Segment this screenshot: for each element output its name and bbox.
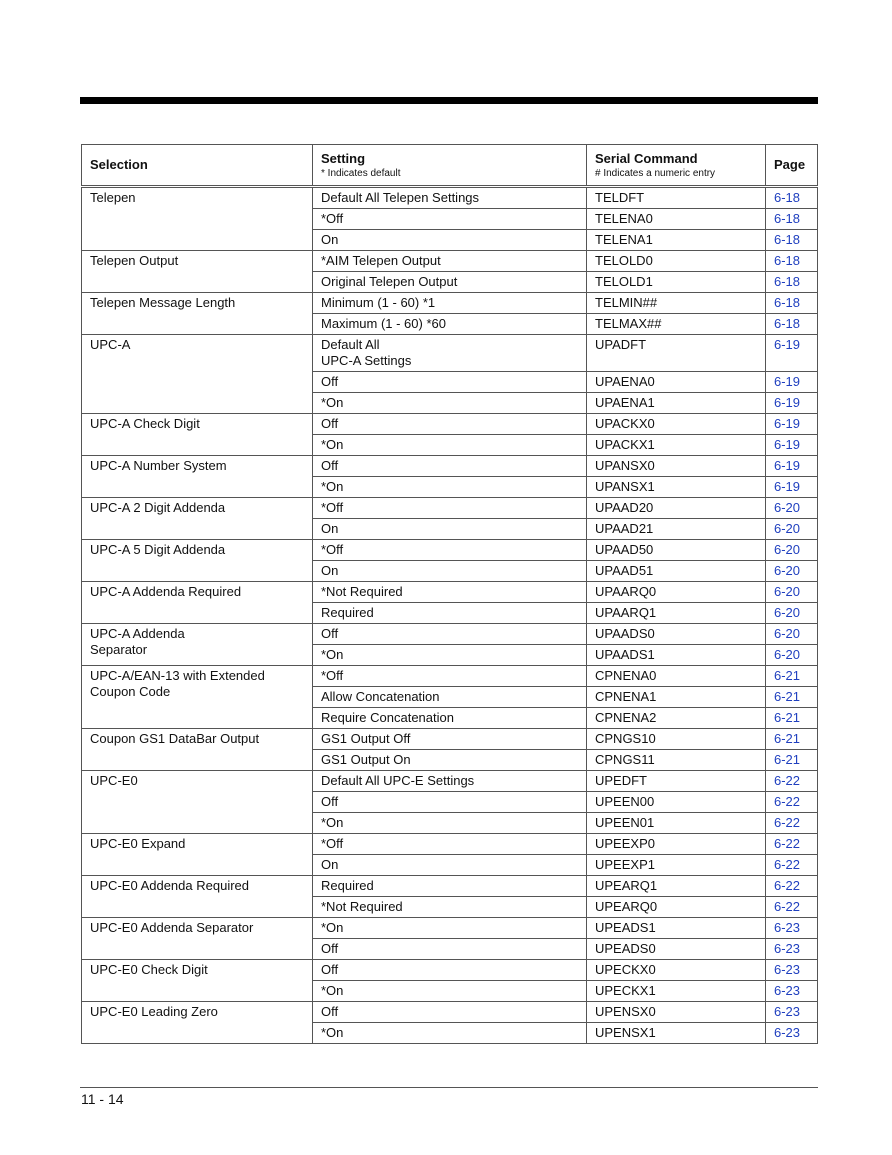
page-link[interactable]: 6-19 [766,414,818,435]
page-link[interactable]: 6-21 [766,750,818,771]
serial-command-cell: UPACKX0 [587,414,766,435]
page-link[interactable]: 6-19 [766,477,818,498]
page-link[interactable]: 6-23 [766,960,818,981]
serial-command-cell: UPEARQ0 [587,897,766,918]
serial-command-cell: CPNENA1 [587,687,766,708]
selection-cell: UPC-A/EAN-13 with Extended Coupon Code [82,666,313,729]
table-row [82,498,818,519]
serial-command-cell: CPNENA2 [587,708,766,729]
setting-cell: On [313,519,587,540]
setting-cell: *On [313,918,587,939]
page-link[interactable]: 6-18 [766,187,818,209]
selection-cell: UPC-A 5 Digit Addenda [82,540,313,582]
serial-command-table [81,144,818,1044]
setting-cell: Required [313,603,587,624]
selection-cell: UPC-A 2 Digit Addenda [82,498,313,540]
table-body [82,187,818,1044]
table-row [82,251,818,272]
table-row [82,187,818,209]
setting-cell: *AIM Telepen Output [313,251,587,272]
serial-command-cell: UPAARQ1 [587,603,766,624]
page-link[interactable]: 6-21 [766,687,818,708]
page-link[interactable]: 6-23 [766,1002,818,1023]
table-row [82,876,818,897]
page-link[interactable]: 6-21 [766,666,818,687]
setting-cell: Minimum (1 - 60) *1 [313,293,587,314]
header-serial-command [587,145,766,187]
page-link[interactable]: 6-22 [766,792,818,813]
serial-command-cell: UPANSX1 [587,477,766,498]
setting-cell: *On [313,813,587,834]
footer-rule [80,1087,818,1088]
setting-cell: Off [313,414,587,435]
serial-command-cell: CPNGS10 [587,729,766,750]
setting-cell: *Off [313,666,587,687]
setting-cell: *Not Required [313,897,587,918]
serial-command-cell: UPEARQ1 [587,876,766,897]
setting-cell: Off [313,792,587,813]
page-link[interactable]: 6-22 [766,897,818,918]
serial-command-cell: UPANSX0 [587,456,766,477]
serial-command-cell: UPEEXP0 [587,834,766,855]
serial-command-cell: TELMIN## [587,293,766,314]
page-link[interactable]: 6-20 [766,582,818,603]
table-row [82,293,818,314]
page-link[interactable]: 6-18 [766,230,818,251]
serial-command-cell: UPEADS0 [587,939,766,960]
page-link[interactable]: 6-20 [766,498,818,519]
page-link[interactable]: 6-19 [766,456,818,477]
setting-cell: *On [313,393,587,414]
setting-cell: *Not Required [313,582,587,603]
table-row [82,540,818,561]
serial-command-cell: CPNGS11 [587,750,766,771]
serial-command-cell: UPAENA1 [587,393,766,414]
selection-cell: UPC-A Addenda Separator [82,624,313,666]
serial-command-cell: UPENSX0 [587,1002,766,1023]
setting-cell: GS1 Output On [313,750,587,771]
serial-command-cell: UPAAD21 [587,519,766,540]
serial-command-cell: UPAENA0 [587,372,766,393]
serial-command-cell: TELDFT [587,187,766,209]
setting-cell: On [313,561,587,582]
setting-cell: Require Concatenation [313,708,587,729]
table-row [82,582,818,603]
setting-cell: Original Telepen Output [313,272,587,293]
page-link[interactable]: 6-19 [766,435,818,456]
page-link[interactable]: 6-20 [766,561,818,582]
setting-cell: *On [313,981,587,1002]
serial-command-cell: UPEEN01 [587,813,766,834]
selection-cell: UPC-A Number System [82,456,313,498]
setting-cell: Default All UPC-E Settings [313,771,587,792]
page-link[interactable]: 6-23 [766,939,818,960]
page-number: 11 - 14 [81,1091,124,1107]
table-row [82,624,818,645]
page-link[interactable]: 6-20 [766,624,818,645]
selection-cell: UPC-A Addenda Required [82,582,313,624]
table-row [82,335,818,372]
table-row [82,729,818,750]
table-row [82,1002,818,1023]
page-link[interactable]: 6-19 [766,372,818,393]
serial-command-cell: UPAAD51 [587,561,766,582]
table-row [82,771,818,792]
serial-command-cell: UPENSX1 [587,1023,766,1044]
setting-cell: Default All Telepen Settings [313,187,587,209]
page-link[interactable]: 6-23 [766,1023,818,1044]
page-link[interactable]: 6-18 [766,251,818,272]
table-row [82,918,818,939]
page-link[interactable]: 6-22 [766,876,818,897]
selection-cell: Coupon GS1 DataBar Output [82,729,313,771]
header-selection-label: Selection [90,157,148,172]
setting-cell: *Off [313,834,587,855]
table-row [82,456,818,477]
setting-cell: Off [313,372,587,393]
selection-cell: UPC-E0 Addenda Required [82,876,313,918]
header-setting-note: * Indicates default [321,167,401,179]
header-selection [82,145,313,187]
selection-cell: UPC-A [82,335,313,414]
page-link[interactable]: 6-23 [766,918,818,939]
serial-command-cell: TELOLD1 [587,272,766,293]
setting-cell: On [313,230,587,251]
page-link[interactable]: 6-21 [766,729,818,750]
setting-cell: *On [313,1023,587,1044]
setting-cell: *Off [313,540,587,561]
selection-cell: UPC-E0 [82,771,313,834]
table-row [82,666,818,687]
page-link[interactable]: 6-20 [766,645,818,666]
serial-command-cell: UPEADS1 [587,918,766,939]
page-link[interactable]: 6-22 [766,771,818,792]
selection-cell: Telepen [82,187,313,251]
serial-command-cell: UPEDFT [587,771,766,792]
page-link[interactable]: 6-18 [766,314,818,335]
setting-cell: *Off [313,498,587,519]
serial-command-cell: UPEEN00 [587,792,766,813]
page-link[interactable]: 6-18 [766,293,818,314]
header-setting-label: Setting [321,150,366,166]
page-link[interactable]: 6-19 [766,335,818,372]
header-serial-note: # Indicates a numeric entry [595,167,716,179]
setting-cell: GS1 Output Off [313,729,587,750]
selection-cell: UPC-E0 Expand [82,834,313,876]
page-link[interactable]: 6-22 [766,855,818,876]
serial-command-cell: UPAAD50 [587,540,766,561]
setting-cell: Off [313,624,587,645]
top-rule [80,97,818,104]
selection-cell: UPC-A Check Digit [82,414,313,456]
serial-command-cell: UPACKX1 [587,435,766,456]
serial-command-cell: UPECKX1 [587,981,766,1002]
serial-command-cell: UPAARQ0 [587,582,766,603]
serial-command-cell: TELOLD0 [587,251,766,272]
setting-cell: Required [313,876,587,897]
setting-cell: *Off [313,209,587,230]
table-row [82,414,818,435]
setting-cell: Maximum (1 - 60) *60 [313,314,587,335]
serial-command-cell: UPEEXP1 [587,855,766,876]
setting-cell: *On [313,645,587,666]
page-link[interactable]: 6-19 [766,393,818,414]
selection-cell: UPC-E0 Check Digit [82,960,313,1002]
page-link[interactable]: 6-20 [766,540,818,561]
setting-cell: *On [313,477,587,498]
page-link[interactable]: 6-21 [766,708,818,729]
header-serial-label: Serial Command [595,150,698,166]
page-link[interactable]: 6-22 [766,834,818,855]
setting-cell: Off [313,960,587,981]
selection-cell: Telepen Message Length [82,293,313,335]
header-setting [313,145,587,187]
serial-command-cell: UPAAD20 [587,498,766,519]
page-link[interactable]: 6-20 [766,603,818,624]
table-row [82,960,818,981]
serial-command-cell: UPAADS0 [587,624,766,645]
setting-cell: On [313,855,587,876]
serial-command-cell: CPNENA0 [587,666,766,687]
serial-command-cell: TELENA1 [587,230,766,251]
page-link[interactable]: 6-23 [766,981,818,1002]
setting-cell: Off [313,1002,587,1023]
selection-cell: UPC-E0 Leading Zero [82,1002,313,1044]
serial-command-cell: UPADFT [587,335,766,372]
setting-cell: Default All UPC-A Settings [313,335,587,372]
serial-command-cell: TELENA0 [587,209,766,230]
setting-cell: Allow Concatenation [313,687,587,708]
setting-cell: Off [313,456,587,477]
setting-cell: *On [313,435,587,456]
page-link[interactable]: 6-18 [766,209,818,230]
table-header [82,145,818,187]
selection-cell: Telepen Output [82,251,313,293]
header-page-label: Page [774,157,806,172]
header-page [766,145,818,187]
page-link[interactable]: 6-18 [766,272,818,293]
page-link[interactable]: 6-22 [766,813,818,834]
serial-command-cell: UPECKX0 [587,960,766,981]
serial-command-cell: TELMAX## [587,314,766,335]
table-row [82,834,818,855]
serial-command-cell: UPAADS1 [587,645,766,666]
setting-cell: Off [313,939,587,960]
selection-cell: UPC-E0 Addenda Separator [82,918,313,960]
page-link[interactable]: 6-20 [766,519,818,540]
